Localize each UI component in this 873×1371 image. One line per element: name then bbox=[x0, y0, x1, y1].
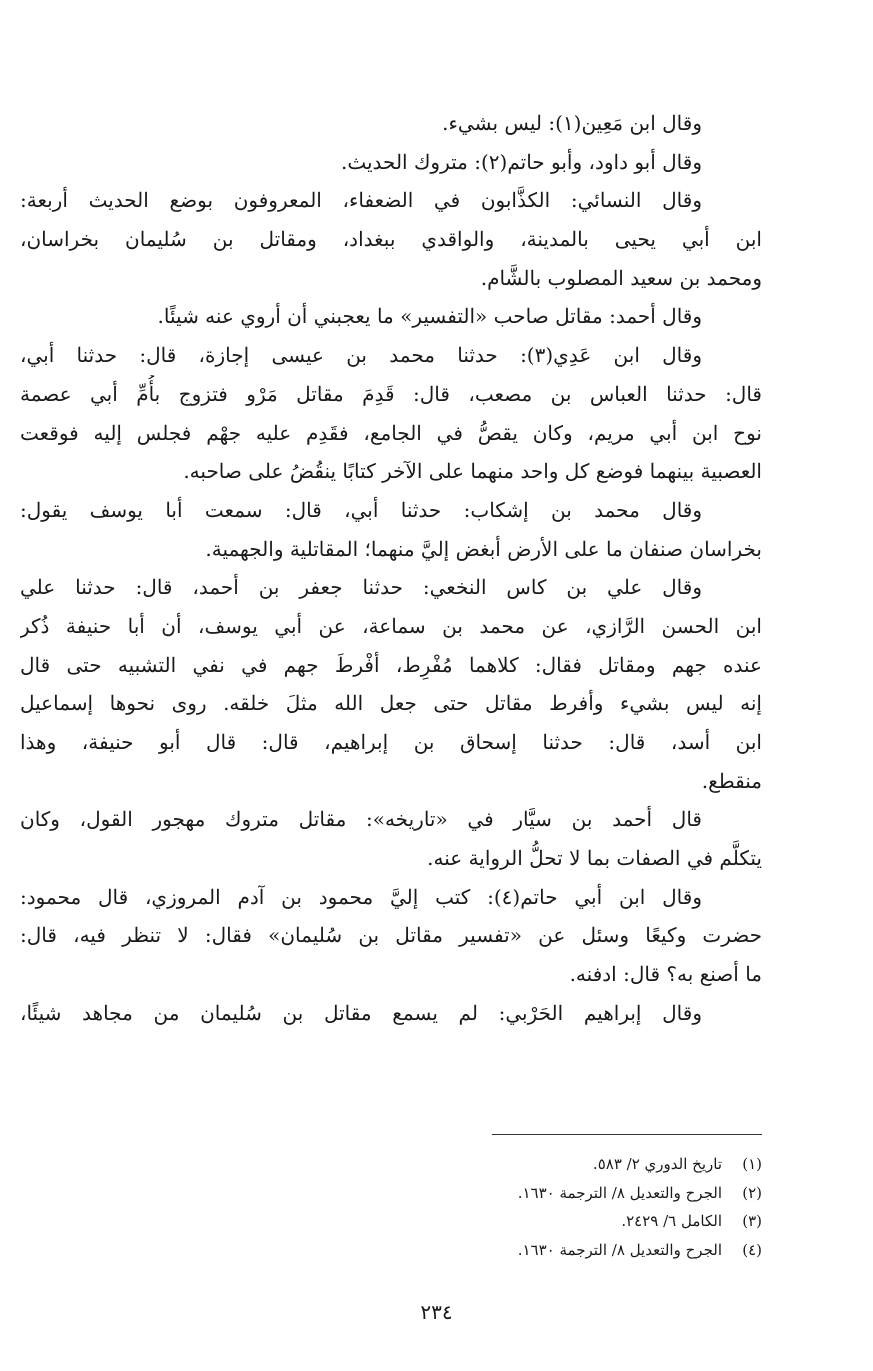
text-line: وقال ابن عَدِي(٣): حدثنا محمد بن عيسى إجازة، قال: حدثنا أبي، bbox=[20, 343, 702, 368]
text-line: قال: حدثنا العباس بن مصعب، قال: قَدِمَ مقاتل مَرْو فتزوج بأُمِّ أبي عصمة bbox=[20, 381, 762, 406]
footnote bbox=[342, 1179, 762, 1208]
footnote-text: الكامل ٦/ ٢٤٢٩. bbox=[621, 1212, 722, 1230]
text-line: ما أصنع به؟ قال: ادفنه. bbox=[569, 962, 762, 987]
text-line: إنه ليس بشيء وأفرط مقاتل حتى جعل الله مثلَ خلقه. روى نحوها إسماعيل bbox=[20, 691, 762, 716]
text-line: وقال محمد بن إشكاب: حدثنا أبي، قال: سمعت أبا يوسف يقول: bbox=[20, 497, 703, 522]
text-line: وقال النسائي: الكذَّابون في الضعفاء، المعروفون بوضع الحديث أربعة: bbox=[20, 188, 702, 213]
footnote-text: الجرح والتعديل ٨/ الترجمة ١٦٣٠. bbox=[517, 1183, 722, 1202]
text-line: حضرت وكيعًا وسئل عن «تفسير مقاتل بن سُليمان» فقال: لا تنظر فيه، قال: bbox=[20, 923, 762, 948]
footnote-number: (٣) bbox=[742, 1212, 762, 1230]
text-line: ومحمد بن سعيد المصلوب بالشَّام. bbox=[480, 265, 762, 290]
text-line: منقطع. bbox=[701, 768, 762, 793]
text-line: العصبية بينهما فوضع كل واحد منهما على الآخر كتابًا ينقُضُ على صاحبه. bbox=[183, 459, 762, 484]
text-line: وقال علي بن كاس النخعي: حدثنا جعفر بن أحمد، قال: حدثنا علي bbox=[20, 575, 702, 600]
footnote-number: (٤) bbox=[742, 1240, 762, 1259]
text-line: ابن الحسن الرَّازي، عن محمد بن سماعة، عن أبي يوسف، أن أبا حنيفة ذُكر bbox=[20, 613, 762, 638]
text-line: يتكلَّم في الصفات بما لا تحلُّ الرواية عنه. bbox=[427, 846, 762, 871]
main-text bbox=[20, 104, 762, 1033]
text-line: وقال ابن أبي حاتم(٤): كتب إليَّ محمود بن آدم المروزي، قال محمود: bbox=[20, 884, 702, 909]
text-line: نوح ابن أبي مريم، وكان يقصُّ في الجامع، فقَدِم عليه جهْم فجلس إليه فوقعت bbox=[20, 420, 762, 445]
footnote bbox=[342, 1236, 762, 1265]
text-line: عنده جهم ومقاتل فقال: كلاهما مُفْرِط، أفْرطَ جهم في نفي التشبيه حتى قال bbox=[20, 652, 762, 677]
footnote bbox=[342, 1207, 762, 1236]
text-line: ابن أبي يحيى بالمدينة، والواقدي ببغداد، ومقاتل بن سُليمان بخراسان، bbox=[20, 227, 762, 252]
text-line: وقال أبو داود، وأبو حاتم(٢): متروك الحديث. bbox=[340, 149, 702, 174]
text-line: وقال إبراهيم الحَرْبي: لم يسمع مقاتل بن سُليمان من مجاهد شيئًا، bbox=[20, 1000, 702, 1025]
page-number: ٢٣٤ bbox=[420, 1300, 453, 1324]
footnotes bbox=[342, 1150, 762, 1264]
footnote-number: (١) bbox=[742, 1155, 762, 1173]
footnote-divider bbox=[492, 1134, 762, 1135]
footnote-text: الجرح والتعديل ٨/ الترجمة ١٦٣٠. bbox=[517, 1240, 722, 1259]
text-line: قال أحمد بن سيَّار في «تاريخه»: مقاتل متروك مهجور القول، وكان bbox=[20, 807, 702, 832]
text-line: وقال ابن مَعِين(١): ليس بشيء. bbox=[442, 111, 702, 135]
footnote bbox=[342, 1150, 762, 1179]
text-line: وقال أحمد: مقاتل صاحب «التفسير» ما يعجبني أن أروي عنه شيئًا. bbox=[157, 304, 702, 329]
text-line: ابن أسد، قال: حدثنا إسحاق بن إبراهيم، قال: قال أبو حنيفة، وهذا bbox=[20, 730, 762, 754]
text-line: بخراسان صنفان ما على الأرض أبغض إليَّ منهما؛ المقاتلية والجهمية. bbox=[205, 536, 762, 561]
footnote-text: تاريخ الدوري ٢/ ٥٨٣. bbox=[592, 1155, 722, 1173]
footnote-number: (٢) bbox=[742, 1183, 762, 1202]
